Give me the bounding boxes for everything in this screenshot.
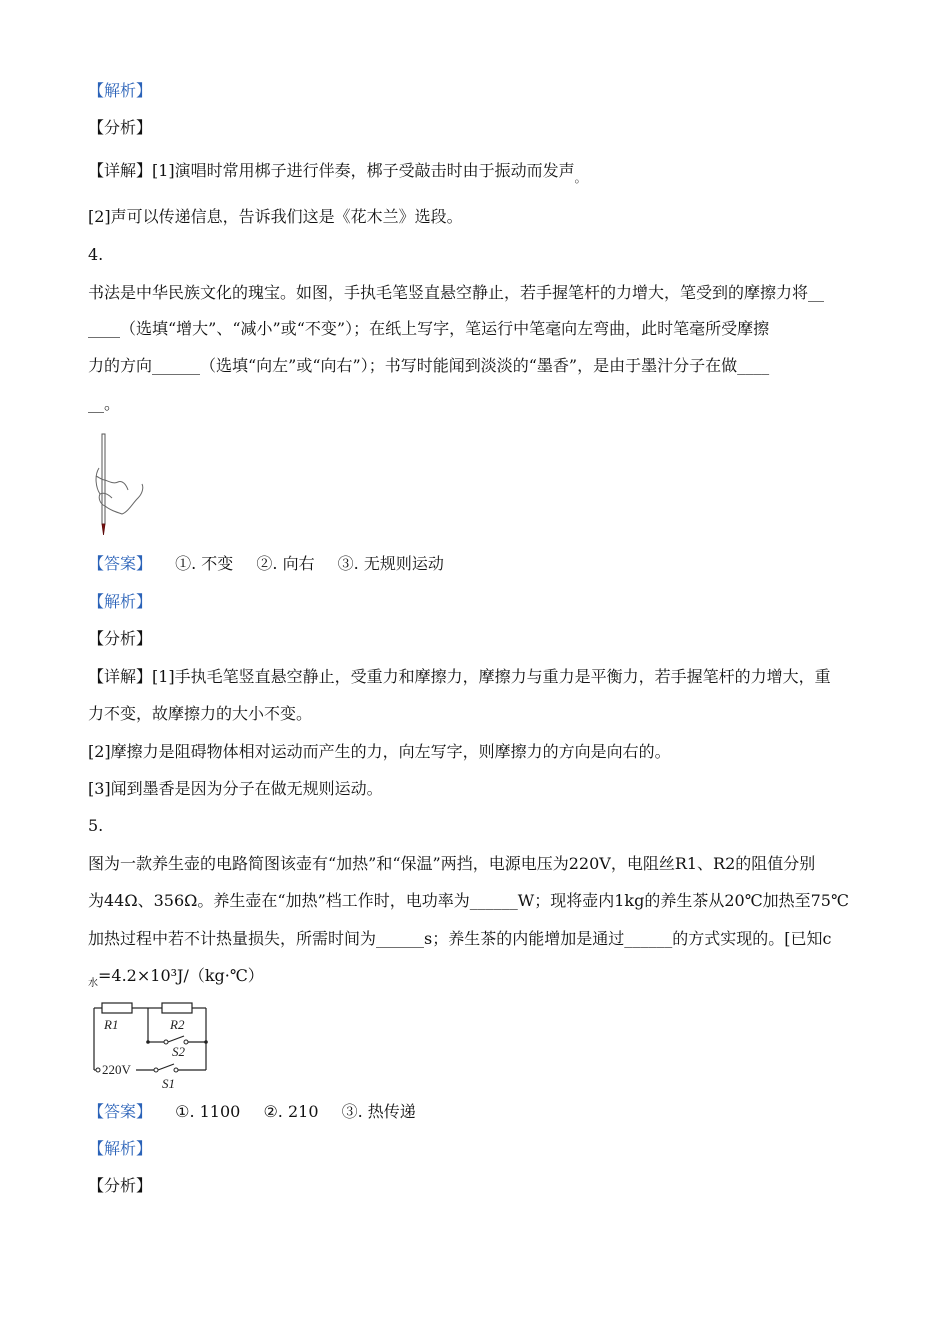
analysis-heading: 【解析】: [88, 592, 153, 611]
analysis-heading: 【解析】: [88, 81, 153, 100]
question-text: __。: [88, 394, 121, 413]
label-s1: S1: [162, 1076, 175, 1091]
detail-line: 【详解】[1]手执毛笔竖直悬空静止，受重力和摩擦力，摩擦力与重力是平衡力，若手握笔杆的力增大，重: [88, 667, 831, 686]
analysis-subheading: 【分析】: [88, 629, 153, 648]
question-text: $_水$=4.2×10³J/（kg·℃）: [88, 966, 264, 989]
detail-line: 【详解】[1]演唱时常用梆子进行伴奏，梆子受敲击时由于振动而发声$_。$: [88, 161, 587, 185]
circuit-diagram: [88, 998, 218, 1094]
answer-line: 【答案】 ①. 1100 ②. 210 ③. 热传递: [88, 1102, 416, 1121]
question-number: 4.: [88, 245, 104, 264]
answer-line: 【答案】 ①. 不变 ②. 向右 ③. 无规则运动: [88, 554, 444, 573]
question-text: 为44Ω、356Ω。养生壶在“加热”档工作时，电功率为______W；现将壶内1kg的养生茶从20℃加热至75℃: [88, 891, 849, 910]
detail-line: [2]摩擦力是阻碍物体相对运动而产生的力，向左写字，则摩擦力的方向是向右的。: [88, 742, 671, 761]
question-text: 加热过程中若不计热量损失，所需时间为______s；养生茶的内能增加是通过______的方式实现的。[已知c: [88, 929, 832, 948]
detail-line: 力不变，故摩擦力的大小不变。: [88, 704, 313, 723]
question-text: 图为一款养生壶的电路简图该壶有“加热”和“保温”两挡，电源电压为220V，电阻丝R1、R2的阻值分别: [88, 854, 816, 873]
analysis-heading: 【解析】: [88, 1139, 153, 1158]
detail-line: [2]声可以传递信息，告诉我们这是《花木兰》选段。: [88, 207, 463, 226]
label-source: 220V: [102, 1062, 131, 1077]
question-text: 力的方向______（选填“向左”或“向右”）；书写时能闻到淡淡的“墨香”，是由于墨汁分子在做____: [88, 356, 770, 375]
analysis-subheading: 【分析】: [88, 1176, 153, 1195]
label-r1: R1: [104, 1017, 119, 1032]
analysis-subheading: 【分析】: [88, 118, 153, 137]
question-number: 5.: [88, 816, 104, 835]
question-text: 书法是中华民族文化的瑰宝。如图，手执毛笔竖直悬空静止，若手握笔杆的力增大，笔受到的摩擦力将__: [88, 283, 825, 302]
label-r2: R2: [170, 1017, 185, 1032]
question-text: ____（选填“增大”、“减小”或“不变”）；在纸上写字，笔运行中笔毫向左弯曲，此时笔毫所受摩擦: [88, 319, 770, 338]
detail-line: [3]闻到墨香是因为分子在做无规则运动。: [88, 779, 383, 798]
brush-hand-figure: [88, 432, 148, 536]
label-s2: S2: [172, 1044, 185, 1059]
